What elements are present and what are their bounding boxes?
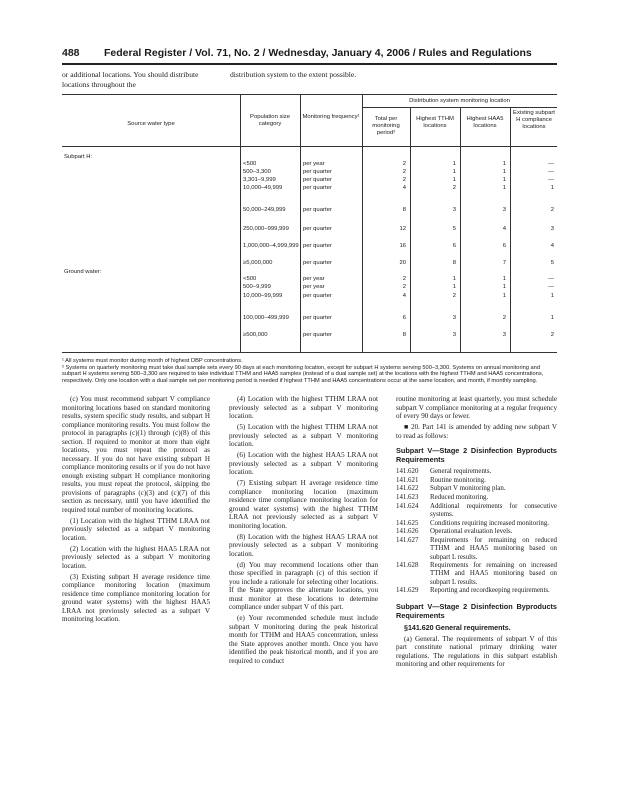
footnote-2: ² Systems on quarterly monitoring must take dual sample sets every 90 days at each monitoring location, except for subpart H systems serving 500–3,300. Systems on annual monitoring and subpart H systems serving 500–3,300 are required to take individual TTHM and HAA5 samples (instead of a dual sample set) at the locations with the highest TTHM and HAA5 concentrations, respectively. Only one location with a dual sample set per monitoring period is needed if highest TTHM and HAA5 concentrations occur at the same location, and month, if monthly sampling.: [62, 364, 544, 385]
cell-existing: —: [548, 161, 554, 167]
cell-haa5: 6: [502, 243, 506, 249]
subpart-heading-2: Subpart V—Stage 2 Disinfection Byproducts Requirements: [396, 601, 557, 620]
toc-title: Routine monitoring.: [430, 476, 486, 484]
cell-frequency: per year: [303, 161, 325, 167]
cell-existing: 1: [550, 293, 554, 299]
toc-title: Conditions requiring increased monitoring.: [430, 519, 550, 527]
cell-frequency: per quarter: [303, 207, 332, 213]
cell-population: 50,000–249,999: [243, 207, 286, 213]
cell-haa5: 2: [502, 315, 506, 321]
cell-frequency: per quarter: [303, 226, 332, 232]
section-number: §141.620: [404, 623, 434, 632]
page-number: 488: [62, 47, 80, 59]
cell-haa5: 7: [502, 260, 506, 266]
toc-number: 141.623: [396, 494, 419, 502]
group-label-ground-water: Ground water:: [64, 269, 102, 275]
text-column-1: [62, 395, 210, 626]
cell-frequency: per quarter: [303, 243, 332, 249]
cell-tthm: 8: [452, 260, 456, 266]
cell-population: <500: [243, 276, 257, 282]
amendatory-instruction: ■ 20. Part 141 is amended by adding new subpart V to read as follows:: [396, 423, 557, 440]
cell-tthm: 2: [452, 185, 456, 191]
cell-total: 16: [399, 243, 406, 249]
table-footnotes: [62, 358, 557, 385]
paragraph: (5) Location with the highest TTHM LRAA not previously selected as a subpart V monitoring location.: [229, 423, 378, 448]
toc-entry: [396, 494, 557, 502]
cell-total: 8: [402, 207, 406, 213]
cell-population: 100,000–499,999: [243, 315, 289, 321]
cell-haa5: 1: [502, 177, 506, 183]
cell-population: 250,000–999,999: [243, 226, 289, 232]
toc-number: 141.629: [396, 587, 419, 595]
paragraph: (3) Existing subpart H average residence time compliance monitoring location (maximum residence time compliance monitoring location for ground water systems) with the highest HAA5 LRAA not previously selected as a subpart V monitoring location.: [62, 572, 210, 623]
cell-frequency: per year: [303, 284, 325, 290]
text-column-2: [229, 395, 378, 668]
cell-tthm: 1: [452, 276, 456, 282]
toc-number: 141.620: [396, 468, 419, 475]
cell-total: 12: [399, 226, 406, 232]
header-title: Federal Register / Vol. 71, No. 2 / Wednesday, January 4, 2006 / Rules and Regulations: [104, 47, 532, 59]
cell-haa5: 1: [502, 293, 506, 299]
toc-title: Reduced monitoring.: [430, 494, 489, 502]
cell-population: ≥5,000,000: [243, 260, 273, 266]
toc-title: General requirements.: [430, 468, 492, 475]
cell-frequency: per year: [303, 276, 325, 282]
paragraph: (7) Existing subpart H average residence time compliance monitoring location (maximum residence time compliance monitoring location for ground water systems) with the highest TTHM LRAA not previously selected as a subpart V monitoring location.: [229, 479, 378, 530]
cell-total: 2: [402, 276, 406, 282]
col-header-frequency: Monitoring frequency¹: [302, 114, 360, 120]
toc-title: Reporting and recordkeeping requirements.: [430, 587, 550, 595]
cell-total: 8: [402, 332, 406, 338]
toc-number: 141.624: [396, 502, 419, 510]
toc-entry: [396, 562, 557, 587]
cell-total: 20: [399, 260, 406, 266]
cell-frequency: per quarter: [303, 315, 332, 321]
toc-entry: [396, 537, 557, 562]
col-header-population: Population size category: [250, 114, 290, 127]
header-rule: [62, 63, 557, 65]
cell-population: 500–3,300: [243, 169, 271, 175]
paragraph: (4) Location with the highest TTHM LRAA not previously selected as a subpart V monitoring location.: [229, 395, 378, 420]
cell-total: 2: [402, 284, 406, 290]
cell-total: 2: [402, 161, 406, 167]
paragraph: (8) Location with the highest HAA5 LRAA not previously selected as a subpart V monitoring location.: [229, 532, 378, 558]
cell-haa5: 3: [502, 332, 506, 338]
col-header-source: Source water type: [127, 121, 175, 127]
cell-existing: —: [548, 284, 554, 290]
toc-entry: [396, 503, 557, 519]
header-bottom-rule: [62, 146, 557, 147]
cell-total: 4: [402, 293, 406, 299]
cell-haa5: 1: [502, 284, 506, 290]
cell-population: 10,000–99,999: [243, 293, 283, 299]
cell-existing: 3: [550, 226, 554, 232]
cell-existing: 2: [550, 207, 554, 213]
paragraph: (d) You may recommend locations other than those specified in paragraph (c) of this section if you include a rationale for selecting other locations. If the State approves the alternate locations, you must monitor at these locations to determine compliance under subpart V of this part.: [229, 560, 378, 611]
cell-haa5: 1: [502, 169, 506, 175]
cell-tthm: 5: [452, 226, 456, 232]
toc-title: Subpart V monitoring plan.: [430, 485, 506, 493]
cell-population: 500–9,999: [243, 284, 271, 290]
cell-haa5: 1: [502, 276, 506, 282]
cell-haa5: 1: [502, 185, 506, 191]
cell-existing: 2: [550, 332, 554, 338]
intro-right-text: distribution system to the extent possible.: [230, 70, 357, 79]
cell-frequency: per quarter: [303, 332, 332, 338]
col-divider: [240, 94, 241, 352]
cell-population: ≥500,000: [243, 332, 268, 338]
text-column-3: [396, 395, 557, 671]
col-header-total: Total per monitoring period²: [372, 116, 400, 136]
toc-number: 141.621: [396, 476, 419, 484]
toc-title: Operational evaluation levels.: [430, 528, 513, 536]
cell-existing: —: [548, 177, 554, 183]
col-header-existing: Existing subpart H compliance locations: [513, 110, 555, 130]
cell-tthm: 3: [452, 207, 456, 213]
col-header-tthm: Highest TTHM locations: [416, 116, 454, 129]
group-label-subpart-h: Subpart H:: [64, 154, 93, 160]
cell-frequency: per quarter: [303, 177, 332, 183]
toc-number: 141.628: [396, 562, 419, 570]
cell-population: 10,000–49,999: [243, 185, 283, 191]
cell-total: 2: [402, 169, 406, 175]
toc-entry: [396, 520, 557, 528]
paragraph: (2) Location with the highest HAA5 LRAA not previously selected as a subpart V monitoring location.: [62, 544, 210, 570]
toc-number: 141.627: [396, 537, 419, 545]
cell-existing: 1: [550, 185, 554, 191]
cell-frequency: per quarter: [303, 293, 332, 299]
cell-tthm: 6: [452, 243, 456, 249]
cell-existing: —: [548, 276, 554, 282]
table-bottom-rule: [62, 352, 557, 353]
toc-entry: [396, 485, 557, 493]
paragraph: (e) Your recommended schedule must include subpart V monitoring during the peak historical month for TTHM and HAA5 concentration, unless the State approves another month. Once you have identified the peak historical month, and if you are required to conduct: [229, 614, 378, 665]
paragraph: (a) General. The requirements of subpart V of this part constitute national primary drinking water regulations. The regulations in this subpart establish monitoring and other requirements for: [396, 634, 557, 669]
cell-haa5: 4: [502, 226, 506, 232]
col-header-haa5: Highest HAA5 locations: [466, 116, 504, 129]
toc-title: Additional requirements for consecutive systems.: [430, 502, 557, 519]
footnote-1: ¹ All systems must monitor during month of highest DBP concentrations.: [62, 358, 243, 364]
cell-total: 6: [402, 315, 406, 321]
toc-number: 141.622: [396, 485, 419, 493]
toc-entry: [396, 477, 557, 485]
cell-existing: 4: [550, 243, 554, 249]
cell-tthm: 2: [452, 293, 456, 299]
cell-existing: —: [548, 169, 554, 175]
intro-left-text: or additional locations. You should distribute locations throughout the: [62, 70, 199, 89]
cell-existing: 1: [550, 315, 554, 321]
cell-tthm: 1: [452, 169, 456, 175]
cell-population: 1,000,000–4,999,999: [243, 243, 299, 249]
cell-population: 3,301–9,999: [243, 177, 276, 183]
cell-tthm: 3: [452, 315, 456, 321]
subpart-heading: Subpart V—Stage 2 Disinfection Byproducts Requirements: [396, 446, 557, 464]
cell-haa5: 1: [502, 161, 506, 167]
toc-number: 141.626: [396, 528, 419, 536]
cell-tthm: 1: [452, 161, 456, 167]
cell-haa5: 3: [502, 207, 506, 213]
paragraph: (c) You must recommend subpart V compliance monitoring locations based on standard monitoring results, system specific study results, and subpart H compliance monitoring results. You must follow the protocol in paragraphs (c)(1) through (c)(8) of this section. If required to monitor at more than eight locations, you must repeat the protocol as necessary. If you do not have existing subpart H compliance monitoring results or if you do not have enough existing subpart H compliance monitoring results, you must repeat the protocol, skipping the provisions of paragraphs (c)(3) and (c)(7) of this section as necessary, until you have identified the required total number of monitoring locations.: [62, 395, 210, 514]
cell-frequency: per quarter: [303, 169, 332, 175]
toc-title: Requirements for remaining on reduced TTHM and HAA5 monitoring based on subpart L results.: [430, 537, 557, 561]
paragraph: (6) Location with the highest HAA5 LRAA not previously selected as a subpart V monitoring location.: [229, 451, 378, 476]
paragraph: routine monitoring at least quarterly, you must schedule subpart V compliance monitoring at a regular frequency of every 90 days or fewer.: [396, 395, 557, 420]
monitoring-table: [62, 94, 557, 354]
cell-frequency: per quarter: [303, 185, 332, 191]
cell-frequency: per quarter: [303, 260, 332, 266]
section-title: General requirements.: [435, 623, 511, 632]
section-heading: [396, 624, 557, 633]
toc-entry: [396, 587, 557, 595]
cell-total: 4: [402, 185, 406, 191]
cell-existing: 5: [550, 260, 554, 266]
toc-number: 141.625: [396, 519, 419, 527]
cell-total: 2: [402, 177, 406, 183]
toc-entry: [396, 468, 557, 476]
cell-tthm: 1: [452, 177, 456, 183]
col-divider: [300, 94, 301, 352]
paragraph: (1) Location with the highest TTHM LRAA not previously selected as a subpart V monitoring location.: [62, 516, 210, 542]
cell-tthm: 1: [452, 284, 456, 290]
toc-entry: [396, 528, 557, 536]
cell-tthm: 3: [452, 332, 456, 338]
spanner-header: Distribution system monitoring location: [409, 98, 510, 104]
toc-title: Requirements for remaining on increased TTHM and HAA5 monitoring based on subpart L results.: [430, 562, 557, 586]
cell-population: <500: [243, 161, 257, 167]
table-top-rule: [62, 94, 557, 95]
running-header: [62, 47, 562, 61]
